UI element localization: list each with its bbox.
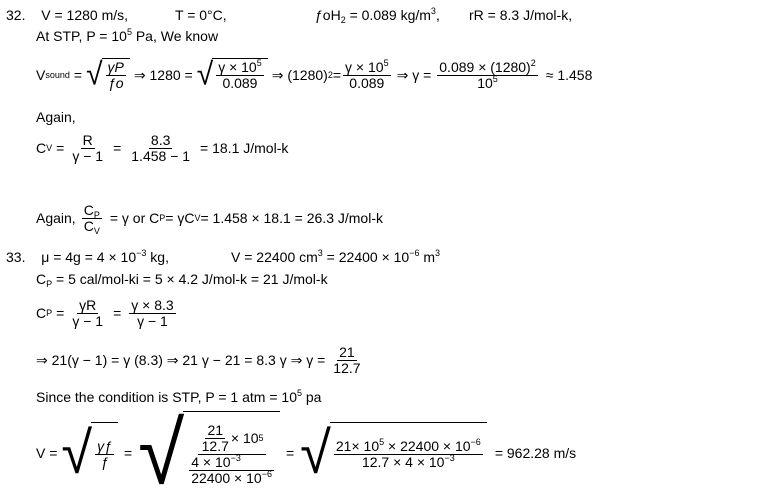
given-velocity: V = 1280 m/s, (41, 7, 129, 23)
sound-speed-equation: V sound = √ $\frac{\gamma P}{ƒo}$ ⇒ 1280 = √ $\frac{\gamma \times 10^5}{0.089}$ ⇒ (1280) 2 = $\frac{\gamma \times 10^5}{0.089}$ ⇒ γ = $\frac{0.089 \times (1280)^2}{10^5}$ ≈ 1.458 (36, 57, 593, 92)
problem-number: 33. (6, 249, 26, 265)
final-velocity-equation: V = √ $\frac{\gamma ƒ}{ƒ}$ = √ $\frac{21}{12.7}$ × 10 5 $\frac{4 \times 10^{-3}}{22400 \times 10^{-6}}$ = √ $\frac{21\times 10^5 \times 22400 \times 10^{-6}}{12.7 \times 4 \times 10^{-3}}$ = 962.28 m/s (36, 403, 577, 502)
problem-33-line-1: 33. $\mu = 4g = 4 \times 10^{-3}$ kg, (6, 248, 169, 265)
stp-pressure-line: Since the condition is STP, P = 1 atm = $10^5$ pa (36, 388, 322, 405)
sqrt-gamma-p-over-rho: √ $\frac{\gamma P}{ƒo}$ (86, 58, 130, 92)
final-result: = 962.28 m/s (494, 445, 577, 461)
given-gas-constant: rR = 8.3 J/mol-k, (469, 7, 573, 23)
cp-gamma-equation: C P = $\frac{\gamma R}{\gamma - 1}$ = $\frac{\gamma \times 8.3}{\gamma - 1}$ (36, 296, 174, 329)
given-temperature: T = 0°C, (175, 7, 227, 23)
given-volume: V = 22400 $cm^3 = 22400 \times 10^{-6}$ $m^3$ (231, 248, 441, 265)
sqrt-gamma-over-density: √ $\frac{\gamma \times 10^5}{0.089}$ (197, 58, 268, 92)
cp-ratio-equation: Again, $\frac{C_P}{C_V}$ = γ or C P = γC V = 1.458 × 18.1 = 26.3 J/mol-k (36, 201, 383, 236)
given-density: ƒoH$_2$ = 0.089 $kg/m^3$, (315, 6, 440, 25)
cv-equation: C V = $\frac{R}{\gamma - 1}$ = $\frac{8.3}{1.458 - 1}$ = 18.1 J/mol-k (36, 131, 289, 164)
problem-number: 32. (6, 7, 26, 23)
cp-given: $C_P = 5$ cal/mol-ki = 5 × 4.2 J/mol-k = 21 J/mol-k (36, 271, 328, 289)
stp-statement: At STP, $P = 10^5$ Pa, We know (36, 27, 219, 44)
sqrt-gamma-f-over-f: √ $\frac{\gamma ƒ}{ƒ}$ (61, 422, 118, 484)
nested-sqrt-fraction: √ $\frac{21}{12.7}$ × 10 5 $\frac{4 \times 10^{-3}}{22400 \times 10^{-6}}$ (138, 411, 280, 495)
sqrt-simplified-fraction: √ $\frac{21\times 10^5 \times 22400 \times 10^{-6}}{12.7 \times 4 \times 10^{-3}}$ (300, 422, 487, 484)
problem-32-line-1 (6, 7, 128, 23)
gamma-fraction: $\frac{\gamma \times 10^5}{0.089}$ (345, 57, 389, 91)
gamma-solve-line: ⇒ 21(γ − 1) = γ (8.3) ⇒ 21 γ − 21 = 8.3 γ ⇒ γ = $\frac{21}{12.7}$ (36, 343, 361, 376)
gamma-solution-fraction: $\frac{0.089 \times (1280)^2}{10^5}$ (439, 57, 536, 91)
again-label: Again, (36, 109, 76, 125)
